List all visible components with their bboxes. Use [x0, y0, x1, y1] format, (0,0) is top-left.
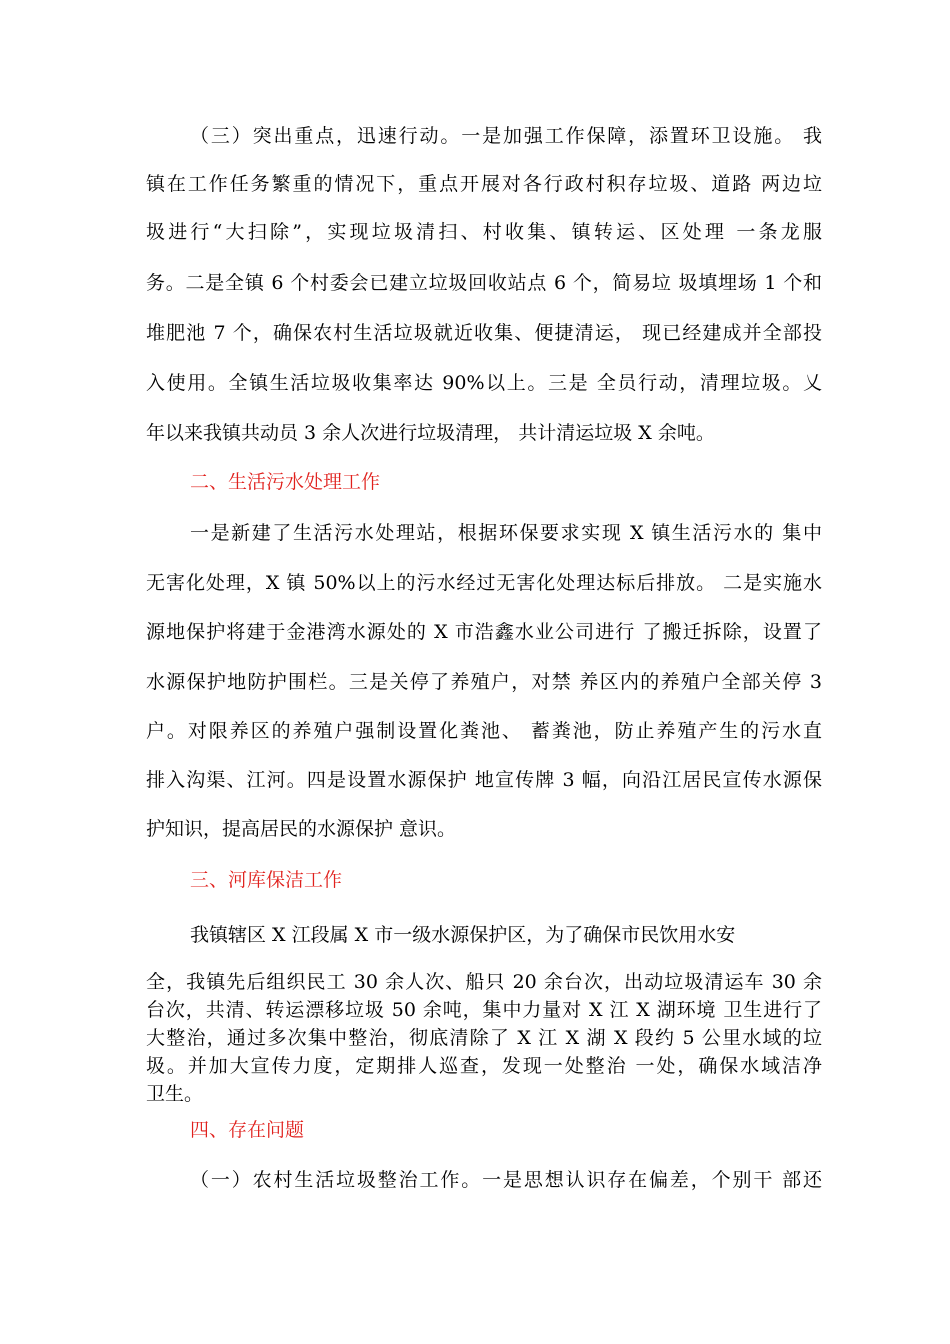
paragraph-line: 务。二是全镇 6 个村委会已建立垃圾回收站点 6 个，简易垃 圾填埋场 1 个和 [146, 272, 822, 294]
paragraph-line: 护知识，提高居民的水源保护 意识。 [146, 818, 457, 840]
paragraph-line: 源地保护将建于金港湾水源处的 X 市浩鑫水业公司进行 了搬迁拆除，设置了 [146, 621, 822, 643]
paragraph-line: 水源保护地防护围栏。三是关停了养殖户，对禁 养区内的养殖户全部关停 3 [146, 671, 822, 693]
paragraph-line: 圾。并加大宣传力度，定期排人巡查，发现一处整治 一处，确保水域洁净 [146, 1055, 822, 1077]
paragraph-line: 无害化处理，X 镇 50%以上的污水经过无害化处理达标后排放。 二是实施水 [146, 572, 822, 594]
section-heading: 三、河库保洁工作 [190, 869, 343, 891]
paragraph-line: 全，我镇先后组织民工 30 余人次、船只 20 余台次，出动垃圾清运车 30 余 [146, 971, 822, 993]
paragraph-line: 入使用。全镇生活垃圾收集率达 90%以上。三是 全员行动，清理垃圾。乂 [146, 372, 822, 394]
paragraph-line: 卫生。 [146, 1083, 204, 1105]
paragraph-line: 镇在工作任务繁重的情况下，重点开展对各行政村积存垃圾、道路 两边垃 [146, 173, 822, 195]
paragraph-line: 堆肥池 7 个，确保农村生活垃圾就近收集、便捷清运， 现已经建成并全部投 [146, 322, 822, 344]
paragraph-line: 年以来我镇共动员 3 余人次进行垃圾清理， 共计清运垃圾 X 余吨。 [146, 422, 715, 444]
paragraph-line: 排入沟渠、江河。四是设置水源保护 地宣传牌 3 幅，向沿江居民宣传水源保 [146, 769, 822, 791]
paragraph-line: （一）农村生活垃圾整治工作。一是思想认识存在偏差，个别干 部还 [190, 1169, 822, 1191]
paragraph-line: 台次，共清、转运漂移垃圾 50 余吨，集中力量对 X 江 X 湖环境 卫生进行了 [146, 999, 822, 1021]
paragraph-line: （三）突出重点，迅速行动。一是加强工作保障，添置环卫设施。 我 [190, 125, 822, 147]
paragraph-line: 大整治，通过多次集中整治，彻底清除了 X 江 X 湖 X 段约 5 公里水域的垃 [146, 1027, 822, 1049]
paragraph-line: 户。对限养区的养殖户强制设置化粪池、 蓄粪池，防止养殖产生的污水直 [146, 720, 822, 742]
section-heading: 二、生活污水处理工作 [190, 471, 381, 493]
section-heading: 四、存在问题 [190, 1119, 305, 1141]
paragraph-line: 我镇辖区 X 江段属 X 市一级水源保护区，为了确保市民饮用水安 [190, 924, 736, 946]
paragraph-line: 一是新建了生活污水处理站，根据环保要求实现 X 镇生活污水的 集中 [190, 522, 822, 544]
paragraph-line: 圾进行“大扫除”，实现垃圾清扫、村收集、镇转运、区处理 一条龙服 [146, 221, 822, 243]
